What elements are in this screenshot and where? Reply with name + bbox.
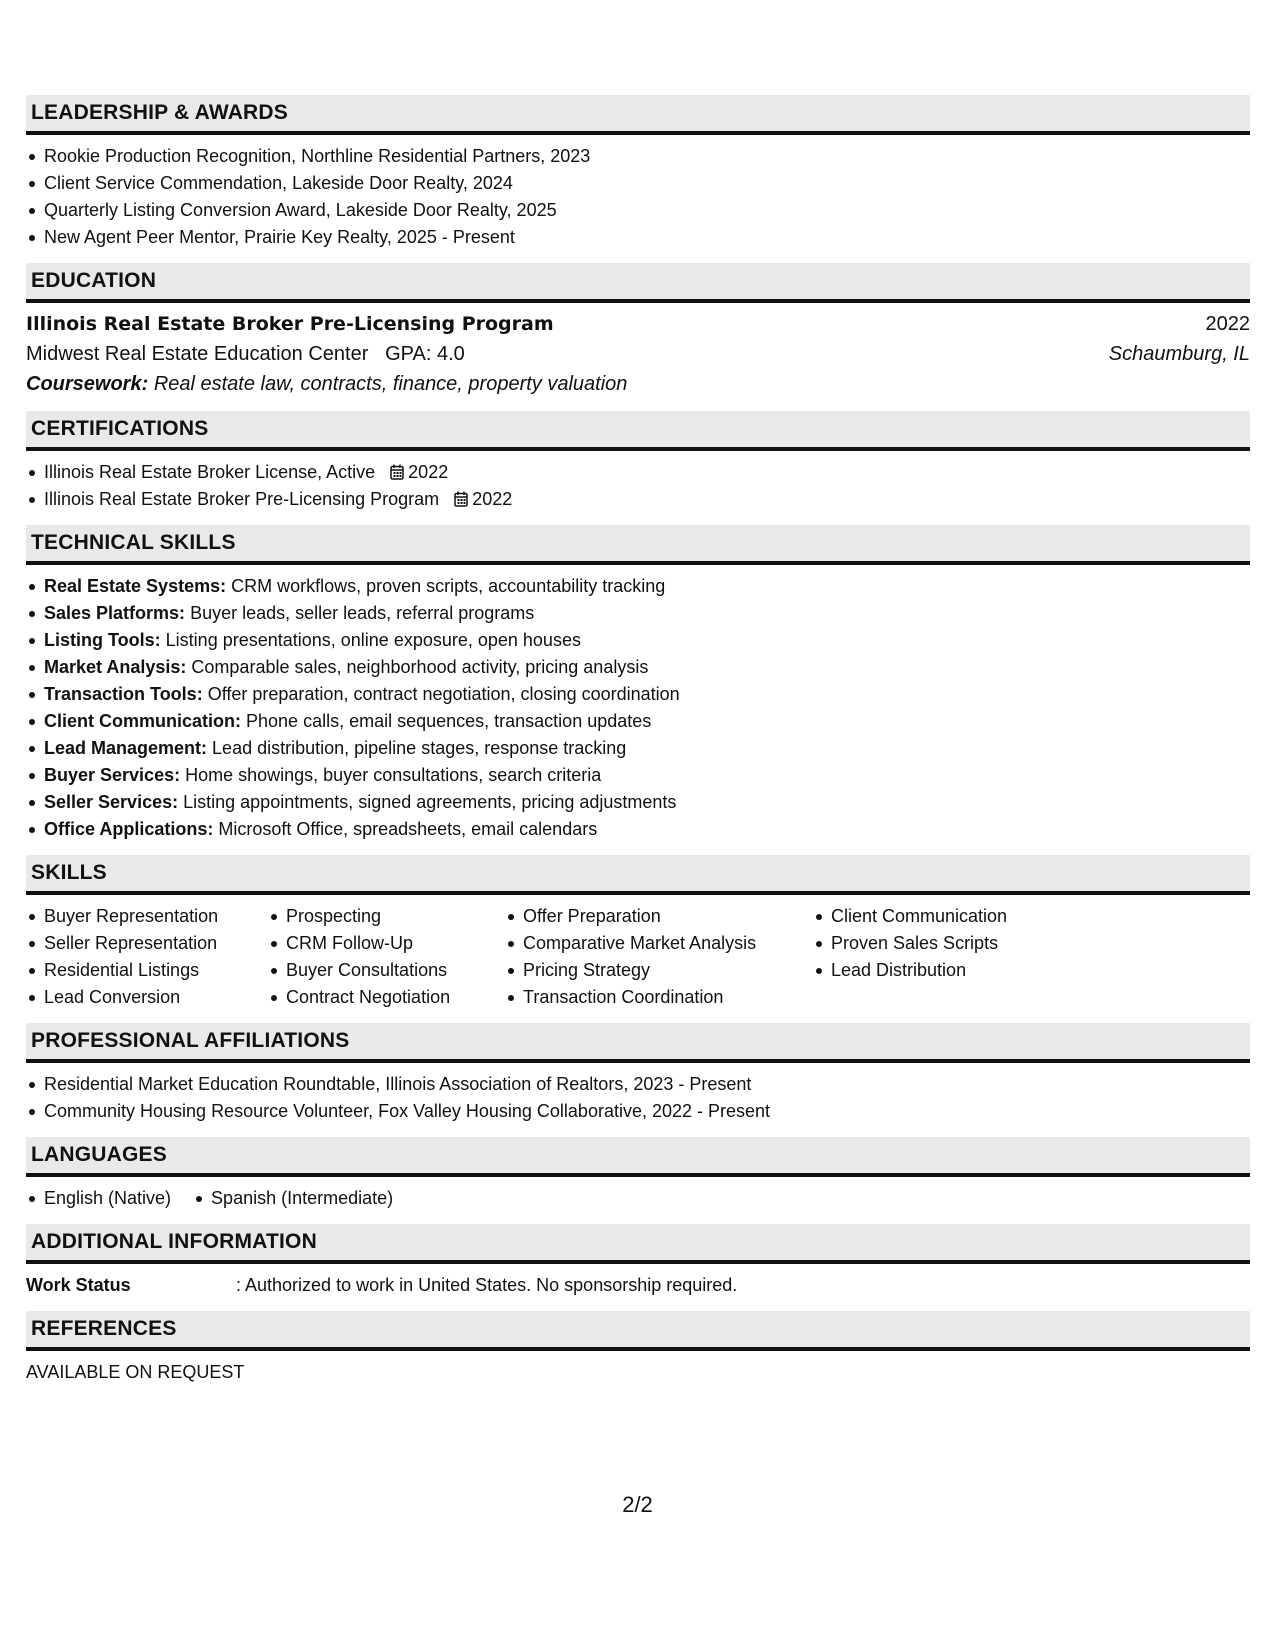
page-number: 2/2 [622, 1492, 653, 1517]
certification-name: Illinois Real Estate Broker License, Active [44, 462, 376, 482]
education-year: 2022 [1205, 313, 1250, 335]
technical-skills-section [26, 525, 1250, 843]
section-header [26, 1311, 1250, 1351]
affiliations-section [26, 1023, 1250, 1125]
technical-skills-list [26, 573, 1250, 843]
list-item [44, 816, 1250, 843]
list-item [44, 654, 1250, 681]
skill-text: Comparable sales, neighborhood activity, pricing analysis [191, 657, 649, 677]
skill-text: Home showings, buyer consultations, search criteria [185, 765, 602, 785]
list-item [44, 600, 1250, 627]
list-item: Transaction Coordination [523, 984, 813, 1011]
list-item [44, 762, 1250, 789]
list-item: CRM Follow-Up [286, 930, 505, 957]
section-header [26, 263, 1250, 303]
list-item: Contract Negotiation [286, 984, 505, 1011]
leadership-section [26, 95, 1250, 251]
affiliations-list [26, 1071, 1250, 1125]
section-header [26, 1137, 1250, 1177]
section-header [26, 525, 1250, 565]
certifications-section [26, 411, 1250, 513]
certification-name: Illinois Real Estate Broker Pre-Licensing Program [44, 489, 440, 509]
skill-label: Transaction Tools: [44, 684, 203, 704]
languages-section [26, 1137, 1250, 1212]
work-status-row [26, 1272, 1250, 1299]
section-title: PROFESSIONAL AFFILIATIONS [31, 1029, 350, 1052]
skill-text: Microsoft Office, spreadsheets, email calendars [218, 819, 598, 839]
skills-column [26, 903, 268, 1011]
list-item [44, 681, 1250, 708]
skill-text: Buyer leads, seller leads, referral programs [190, 603, 535, 623]
skill-text: Offer preparation, contract negotiation, closing coordination [207, 684, 680, 704]
skill-label: Listing Tools: [44, 630, 161, 650]
list-item: Residential Market Education Roundtable, Illinois Association of Realtors, 2023 - Present [44, 1071, 1250, 1098]
section-title: SKILLS [31, 861, 107, 884]
section-header [26, 855, 1250, 895]
certification-year: 2022 [408, 462, 449, 482]
references-text: AVAILABLE ON REQUEST [26, 1362, 245, 1382]
skill-text: CRM workflows, proven scripts, accountability tracking [231, 576, 666, 596]
section-header [26, 411, 1250, 451]
list-item: Lead Conversion [44, 984, 268, 1011]
list-item: New Agent Peer Mentor, Prairie Key Realty, 2025 - Present [44, 224, 1250, 251]
list-item: Spanish (Intermediate) [211, 1185, 393, 1212]
resume-page [26, 95, 1250, 1398]
references-section [26, 1311, 1250, 1386]
program-name: Illinois Real Estate Broker Pre-Licensing Program [26, 313, 554, 335]
list-item [44, 789, 1250, 816]
calendar-icon [454, 491, 468, 507]
list-item [44, 459, 1250, 486]
certification-year: 2022 [472, 489, 513, 509]
additional-info-section [26, 1224, 1250, 1299]
coursework-label: Coursework: [26, 373, 149, 395]
skill-label: Office Applications: [44, 819, 214, 839]
skill-label: Buyer Services: [44, 765, 181, 785]
list-item: Offer Preparation [523, 903, 813, 930]
list-item: Buyer Consultations [286, 957, 505, 984]
calendar-icon [390, 464, 404, 480]
skills-column [813, 903, 1081, 1011]
list-item: Buyer Representation [44, 903, 268, 930]
list-item: Rookie Production Recognition, Northline Residential Partners, 2023 [44, 143, 1250, 170]
skill-label: Sales Platforms: [44, 603, 186, 623]
list-item [44, 708, 1250, 735]
skill-label: Client Communication: [44, 711, 241, 731]
education-section [26, 263, 1250, 399]
list-item: Client Communication [831, 903, 1081, 930]
section-title: TECHNICAL SKILLS [31, 531, 236, 554]
list-item: Prospecting [286, 903, 505, 930]
list-item: English (Native) [44, 1185, 171, 1212]
skill-label: Lead Management: [44, 738, 208, 758]
list-item [44, 627, 1250, 654]
list-item: Pricing Strategy [523, 957, 813, 984]
list-item: Comparative Market Analysis [523, 930, 813, 957]
skills-column [505, 903, 813, 1011]
certifications-list [26, 459, 1250, 513]
skill-text: Listing appointments, signed agreements, pricing adjustments [183, 792, 677, 812]
list-item: Proven Sales Scripts [831, 930, 1081, 957]
list-item: Community Housing Resource Volunteer, Fox Valley Housing Collaborative, 2022 - Present [44, 1098, 1250, 1125]
list-item [44, 735, 1250, 762]
work-status-value: : Authorized to work in United States. No sponsorship required. [236, 1275, 738, 1295]
coursework-text: Real estate law, contracts, finance, property valuation [153, 373, 628, 395]
skills-grid [26, 903, 1250, 1011]
skill-label: Seller Services: [44, 792, 179, 812]
skill-text: Phone calls, email sequences, transaction updates [246, 711, 652, 731]
section-header [26, 1023, 1250, 1063]
gpa: GPA: 4.0 [385, 343, 465, 365]
list-item [44, 573, 1250, 600]
work-status-label: Work Status [26, 1275, 131, 1295]
section-title: EDUCATION [31, 269, 157, 292]
skill-label: Real Estate Systems: [44, 576, 227, 596]
skills-column [268, 903, 505, 1011]
skill-label: Market Analysis: [44, 657, 187, 677]
skills-section [26, 855, 1250, 1011]
section-title: REFERENCES [31, 1317, 177, 1340]
list-item: Seller Representation [44, 930, 268, 957]
section-title: LANGUAGES [31, 1143, 167, 1166]
school-name: Midwest Real Estate Education Center [26, 343, 369, 365]
section-title: LEADERSHIP & AWARDS [31, 101, 288, 124]
list-item: Client Service Commendation, Lakeside Door Realty, 2024 [44, 170, 1250, 197]
section-title: CERTIFICATIONS [31, 417, 209, 440]
section-header [26, 95, 1250, 135]
list-item: Lead Distribution [831, 957, 1081, 984]
list-item: Quarterly Listing Conversion Award, Lakeside Door Realty, 2025 [44, 197, 1250, 224]
list-item: Residential Listings [44, 957, 268, 984]
section-header [26, 1224, 1250, 1264]
list-item [44, 486, 1250, 513]
awards-list [26, 143, 1250, 251]
education-location: Schaumburg, IL [1108, 343, 1250, 365]
skill-text: Listing presentations, online exposure, open houses [165, 630, 581, 650]
languages-list [26, 1177, 1250, 1212]
education-entry [26, 309, 1250, 399]
section-title: ADDITIONAL INFORMATION [31, 1230, 317, 1253]
skill-text: Lead distribution, pipeline stages, response tracking [212, 738, 627, 758]
